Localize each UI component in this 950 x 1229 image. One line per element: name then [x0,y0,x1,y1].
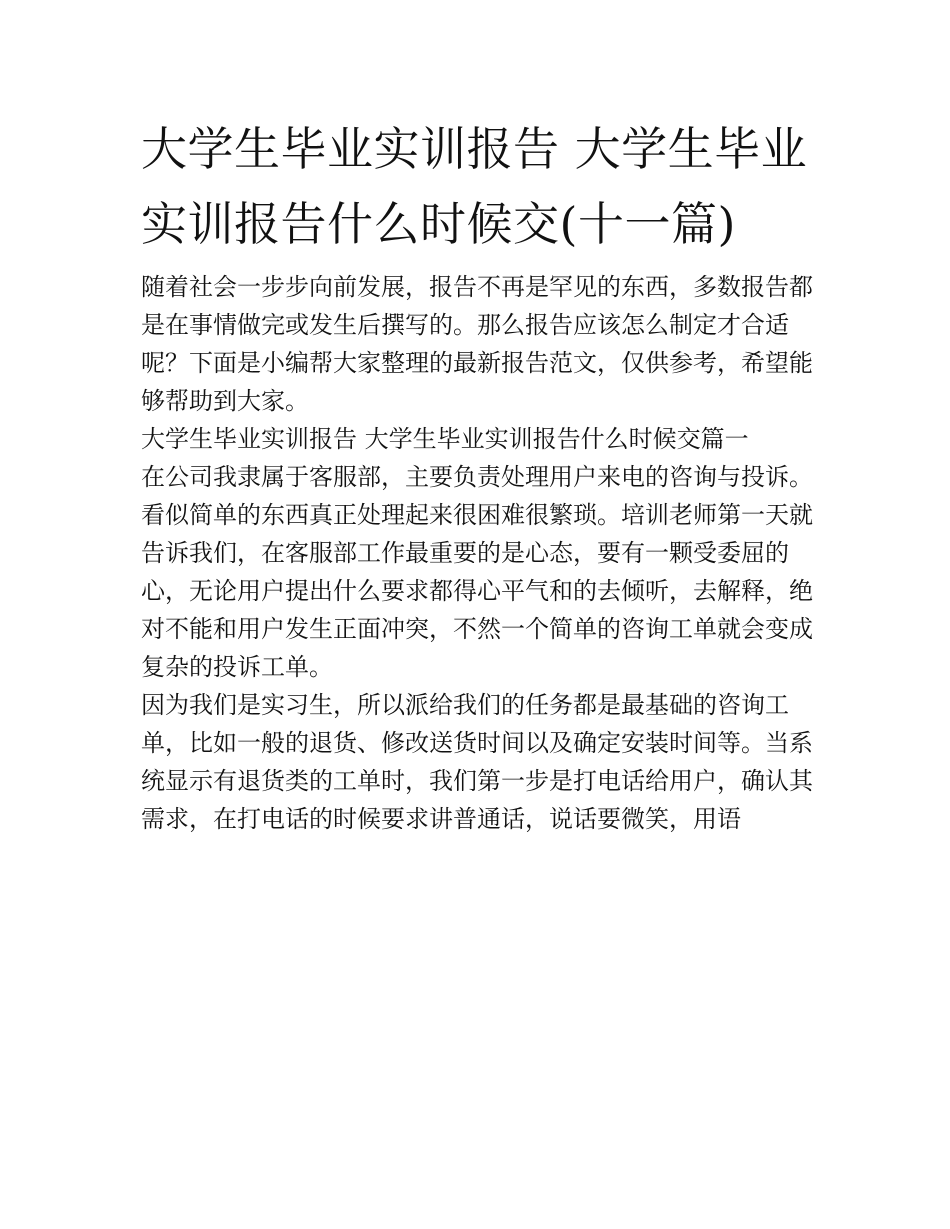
body-paragraph: 在公司我隶属于客服部，主要负责处理用户来电的咨询与投诉。看似简单的东西真正处理起来很困难很繁琐。培训老师第一天就告诉我们，在客服部工作最重要的是心态，要有一颗受委屈的心，无论用户提出什么要求都得心平气和的去倾听，去解释，绝对不能和用户发生正面冲突，不然一个简单的咨询工单就会变成复杂的投诉工单。 [141,463,813,681]
document-title: 大学生毕业实训报告 大学生毕业实训报告什么时候交(十一篇) [141,122,808,251]
document-body [141,112,813,838]
intro-paragraph: 随着社会一步步向前发展，报告不再是罕见的东西，多数报告都是在事情做完或发生后撰写的。那么报告应该怎么制定才合适呢？下面是小编帮大家整理的最新报告范文，仅供参考，希望能够帮助到大家。 [141,273,813,415]
section-heading: 大学生毕业实训报告 大学生毕业实训报告什么时候交篇一 [141,425,749,453]
body-paragraph: 因为我们是实习生，所以派给我们的任务都是最基础的咨询工单，比如一般的退货、修改送货时间以及确定安装时间等。当系统显示有退货类的工单时，我们第一步是打电话给用户，确认其需求，在打电话的时候要求讲普通话，说话要微笑，用语 [141,691,813,833]
